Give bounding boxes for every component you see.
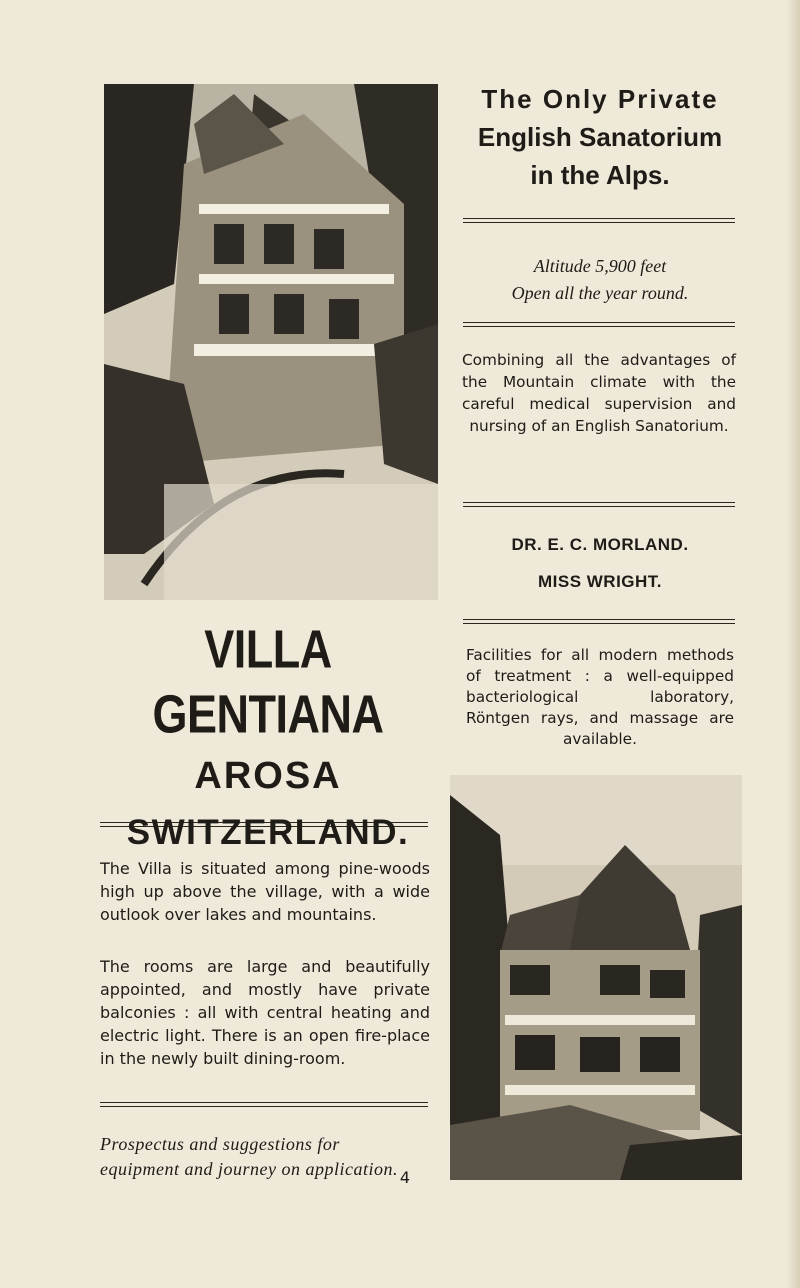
villa-photo-top xyxy=(104,84,438,600)
divider-rule xyxy=(463,218,735,223)
matron-name: MISS WRIGHT. xyxy=(537,572,663,591)
altitude-line: Altitude 5,900 feet xyxy=(533,256,667,276)
villa-country: SWITZERLAND. xyxy=(126,813,410,852)
rooms-paragraph: The rooms are large and beautifully appointed, and mostly have private balconies : all with central heating and electric light. There is an open fire-place in the newly built dining-room. xyxy=(100,957,430,1068)
page-number: 4 xyxy=(399,1168,411,1187)
headline xyxy=(440,80,760,194)
prospectus-line-1: Prospectus and suggestions for xyxy=(100,1134,340,1154)
headline-line-1: The Only Private xyxy=(481,84,719,114)
doctor-name: DR. E. C. MORLAND. xyxy=(511,535,689,554)
divider-rule xyxy=(100,1102,428,1107)
page-edge-shadow xyxy=(786,0,800,1288)
prospectus-note xyxy=(100,1132,440,1182)
altitude-info xyxy=(450,253,750,307)
villa-town: AROSA xyxy=(194,755,342,797)
prospectus-line-2: equipment and journey on application. xyxy=(100,1159,398,1179)
facilities-paragraph: Facilities for all modern methods of treatment : a well-equipped bacteriological laboratory, Röntgen rays, and massage are available. xyxy=(466,646,734,748)
villa-name: VILLA GENTIANA xyxy=(152,618,384,745)
headline-line-2: English Sanatorium xyxy=(477,122,723,152)
headline-line-3: in the Alps. xyxy=(530,160,670,190)
location-paragraph: The Villa is situated among pine-woods high up above the village, with a wide outlook over lakes and mountains. xyxy=(100,859,430,924)
season-line: Open all the year round. xyxy=(511,283,689,303)
divider-rule xyxy=(463,619,735,624)
staff-names xyxy=(450,526,750,600)
divider-rule xyxy=(463,322,735,327)
villa-title xyxy=(98,618,438,858)
advantages-paragraph: Combining all the advantages of the Mountain climate with the careful medical supervision and nursing of an English Sanatorium. xyxy=(462,351,736,435)
divider-rule xyxy=(463,502,735,507)
villa-photo-bottom xyxy=(450,775,742,1180)
